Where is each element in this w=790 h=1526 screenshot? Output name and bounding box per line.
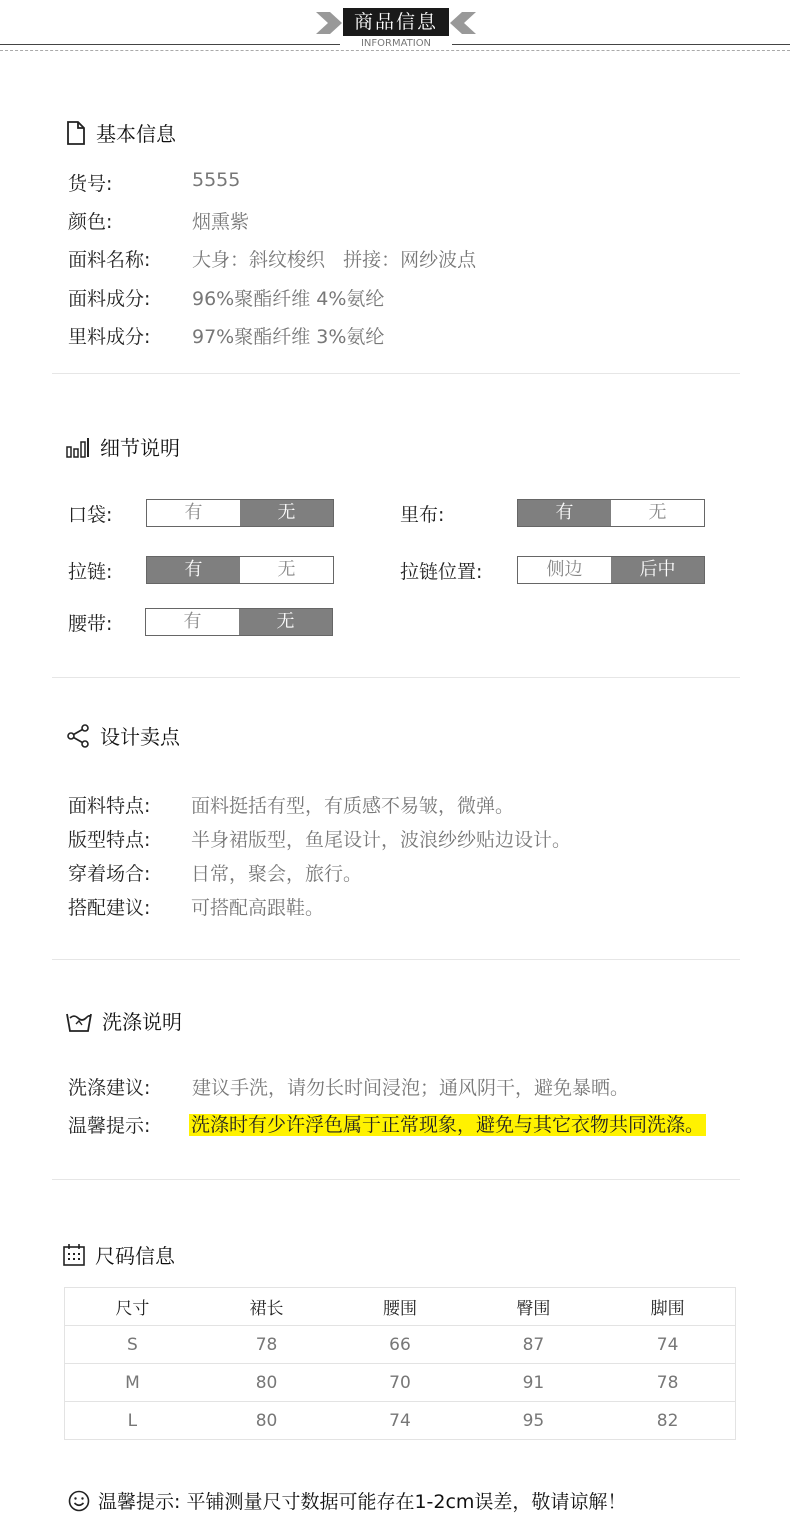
table-cell: 74 bbox=[600, 1326, 735, 1364]
table-cell: 80 bbox=[200, 1402, 333, 1440]
size-header-size: 尺寸 bbox=[65, 1288, 200, 1326]
section-basic-title bbox=[66, 118, 176, 147]
lining-option-no: 无 bbox=[611, 500, 704, 526]
page-subtitle: INFORMATION bbox=[340, 38, 452, 49]
basic-value-fabric-content: 96%聚酯纤维 4%氨纶 bbox=[192, 288, 385, 310]
size-header-length: 裙长 bbox=[200, 1288, 333, 1326]
basic-label-lining-content: 里料成分: bbox=[68, 326, 151, 348]
table-cell: 78 bbox=[600, 1364, 735, 1402]
basic-value-sku: 5555 bbox=[192, 169, 241, 191]
size-header-hem: 脚围 bbox=[600, 1288, 735, 1326]
basic-label-fabric-name: 面料名称: bbox=[68, 249, 151, 271]
footer-note bbox=[68, 1487, 626, 1514]
detail-label-belt: 腰带: bbox=[68, 613, 113, 635]
table-cell: M bbox=[65, 1364, 200, 1402]
pocket-option-yes: 有 bbox=[147, 500, 240, 526]
basic-label-color: 颜色: bbox=[68, 211, 113, 233]
detail-label-zipper-position: 拉链位置: bbox=[400, 561, 483, 583]
table-cell: 74 bbox=[333, 1402, 466, 1440]
zipper-option-no: 无 bbox=[240, 557, 333, 583]
header-dashed-rule bbox=[0, 50, 790, 51]
size-header-hip: 臀围 bbox=[467, 1288, 600, 1326]
table-cell: 91 bbox=[467, 1364, 600, 1402]
table-row bbox=[65, 1364, 736, 1402]
bar-chart-icon bbox=[66, 436, 90, 458]
section-size-title bbox=[63, 1240, 175, 1269]
selling-value-matching: 可搭配高跟鞋。 bbox=[191, 897, 325, 919]
detail-label-pocket: 口袋: bbox=[68, 504, 113, 526]
detail-label-lining: 里布: bbox=[400, 504, 445, 526]
left-chevron-decoration bbox=[316, 12, 342, 34]
basic-label-fabric-content: 面料成分: bbox=[68, 288, 151, 310]
detail-label-zipper: 拉链: bbox=[68, 561, 113, 583]
section-selling-label: 设计卖点 bbox=[100, 725, 180, 749]
section-detail-title bbox=[66, 432, 180, 461]
lining-toggle bbox=[517, 499, 705, 527]
page-title: 商品信息 bbox=[343, 8, 449, 36]
section-selling-title bbox=[66, 721, 180, 750]
zipper-position-option-back: 后中 bbox=[611, 557, 704, 583]
belt-option-yes: 有 bbox=[146, 609, 239, 635]
section-washing-label: 洗涤说明 bbox=[102, 1010, 182, 1034]
table-cell: L bbox=[65, 1402, 200, 1440]
selling-label-fit: 版型特点: bbox=[68, 829, 151, 851]
pocket-option-no: 无 bbox=[240, 500, 333, 526]
section-size-label: 尺码信息 bbox=[95, 1244, 175, 1268]
table-cell: 95 bbox=[467, 1402, 600, 1440]
share-icon bbox=[66, 724, 90, 748]
washing-value-suggest: 建议手洗，请勿长时间浸泡；通风阴干，避免暴晒。 bbox=[192, 1077, 630, 1099]
document-icon bbox=[66, 121, 86, 145]
basic-label-sku: 货号: bbox=[68, 173, 113, 195]
section-washing-title bbox=[66, 1006, 182, 1035]
table-cell: 87 bbox=[467, 1326, 600, 1364]
table-cell: 70 bbox=[333, 1364, 466, 1402]
table-row bbox=[65, 1326, 736, 1364]
size-table bbox=[64, 1287, 736, 1440]
basic-value-lining-content: 97%聚酯纤维 3%氨纶 bbox=[192, 326, 385, 348]
basic-value-fabric-name: 大身：斜纹梭织 拼接：网纱波点 bbox=[192, 249, 477, 271]
section-divider bbox=[52, 959, 740, 960]
washing-value-tip: 洗涤时有少许浮色属于正常现象，避免与其它衣物共同洗涤。 bbox=[191, 1114, 705, 1136]
section-divider bbox=[52, 1179, 740, 1180]
washing-tip-highlight bbox=[189, 1110, 706, 1137]
table-cell: 66 bbox=[333, 1326, 466, 1364]
zipper-toggle bbox=[146, 556, 334, 584]
smile-icon bbox=[68, 1490, 90, 1512]
washing-label-tip: 温馨提示: bbox=[68, 1115, 151, 1137]
selling-value-fabric: 面料挺括有型，有质感不易皱，微弹。 bbox=[191, 795, 515, 817]
selling-value-fit: 半身裙版型，鱼尾设计，波浪纱纱贴边设计。 bbox=[191, 829, 572, 851]
selling-label-matching: 搭配建议: bbox=[68, 897, 151, 919]
table-cell: 78 bbox=[200, 1326, 333, 1364]
zipper-position-toggle bbox=[517, 556, 705, 584]
washing-basin-icon bbox=[66, 1010, 92, 1032]
section-detail-label: 细节说明 bbox=[100, 436, 180, 460]
zipper-option-yes: 有 bbox=[147, 557, 240, 583]
selling-label-fabric: 面料特点: bbox=[68, 795, 151, 817]
belt-option-no: 无 bbox=[239, 609, 332, 635]
belt-toggle bbox=[145, 608, 333, 636]
basic-value-color: 烟熏紫 bbox=[192, 211, 250, 233]
section-divider bbox=[52, 373, 740, 374]
pocket-toggle bbox=[146, 499, 334, 527]
section-basic-label: 基本信息 bbox=[96, 122, 176, 146]
calendar-grid-icon bbox=[63, 1244, 85, 1266]
washing-label-suggest: 洗涤建议: bbox=[68, 1077, 151, 1099]
footer-note-text: 温馨提示: 平铺测量尺寸数据可能存在1-2cm误差，敬请谅解！ bbox=[98, 1491, 627, 1513]
table-cell: S bbox=[65, 1326, 200, 1364]
zipper-position-option-side: 侧边 bbox=[518, 557, 611, 583]
selling-value-occasion: 日常，聚会，旅行。 bbox=[191, 863, 363, 885]
section-divider bbox=[52, 677, 740, 678]
table-cell: 82 bbox=[600, 1402, 735, 1440]
table-row bbox=[65, 1402, 736, 1440]
size-header-waist: 腰围 bbox=[333, 1288, 466, 1326]
selling-label-occasion: 穿着场合: bbox=[68, 863, 151, 885]
right-chevron-decoration bbox=[450, 12, 476, 34]
lining-option-yes: 有 bbox=[518, 500, 611, 526]
size-table-header bbox=[65, 1288, 736, 1326]
table-cell: 80 bbox=[200, 1364, 333, 1402]
